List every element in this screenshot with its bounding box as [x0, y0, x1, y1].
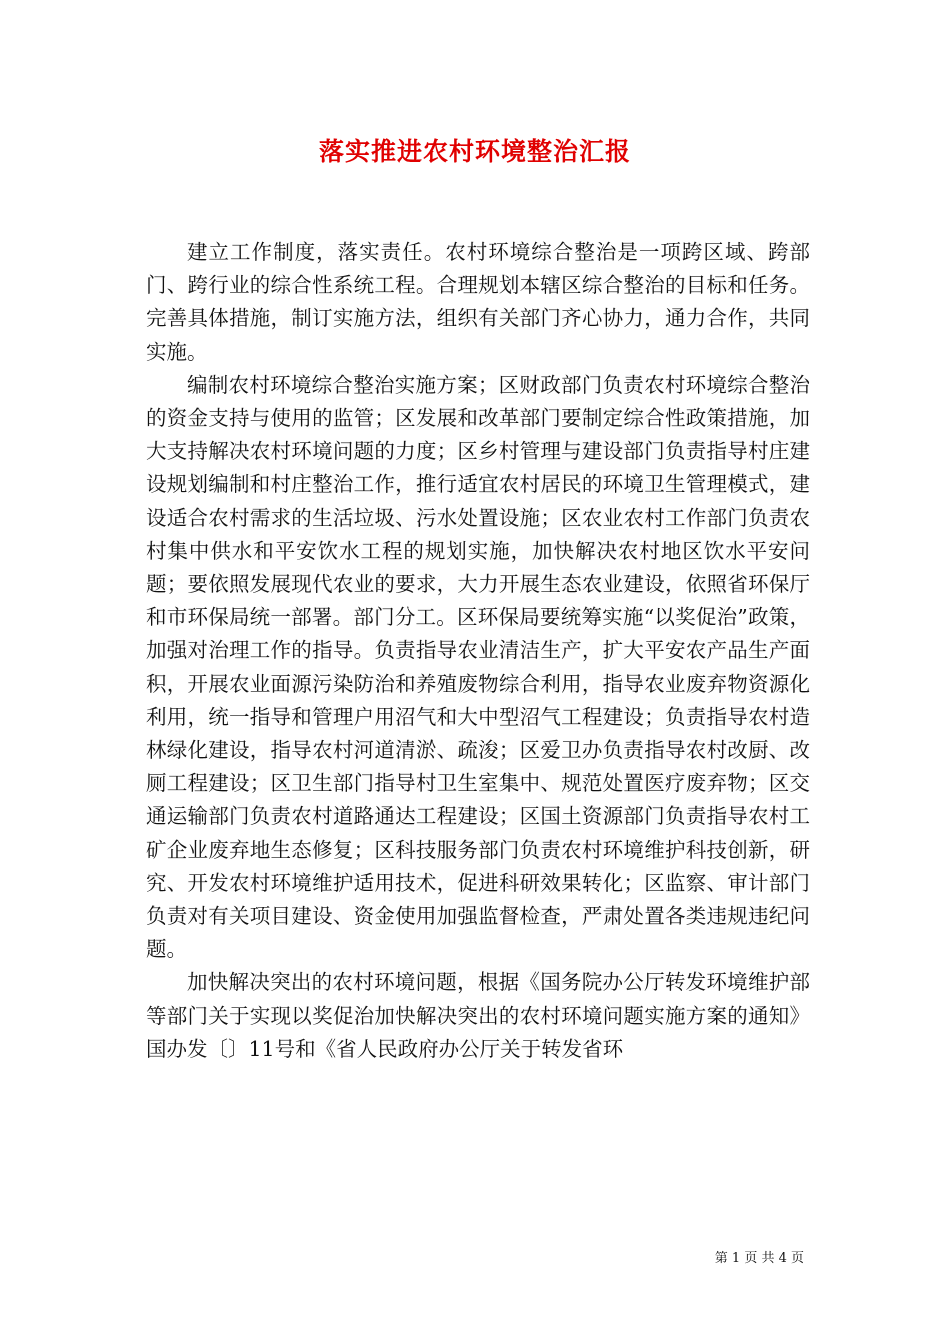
document-body: [146, 236, 810, 1066]
page-title: 落实推进农村环境整治汇报: [318, 137, 631, 166]
paragraph-1: 建立工作制度，落实责任。农村环境综合整治是一项跨区域、跨部门、跨行业的综合性系统工程。合理规划本辖区综合整治的目标和任务。完善具体措施，制订实施方法，组织有关部门齐心协力，通力合作，共同实施。: [146, 240, 810, 364]
paragraph-3: 加快解决突出的农村环境问题，根据《国务院办公厅转发环境维护部等部门关于实现以奖促治加快解决突出的农村环境问题实施方案的通知》国办发〔〕11号和《省人民政府办公厅关于转发省环: [146, 970, 810, 1061]
page-number: 第 1 页 共 4 页: [714, 1251, 804, 1266]
paragraph-2: 编制农村环境综合整治实施方案；区财政部门负责农村环境综合整治的资金支持与使用的监管；区发展和改革部门要制定综合性政策措施，加大支持解决农村环境问题的力度；区乡村管理与建设部门负责指导村庄建设规划编制和村庄整治工作，推行适宜农村居民的环境卫生管理模式，建设适合农村需求的生活垃圾、污水处置设施；区农业农村工作部门负责农村集中供水和平安饮水工程的规划实施，加快解决农村地区饮水平安问题；要依照发展现代农业的要求，大力开展生态农业建设，依照省环保厅和市环保局统一部署。部门分工。区环保局要统筹实施“以奖促治”政策，加强对治理工作的指导。负责指导农业清洁生产，扩大平安农产品生产面积，开展农业面源污染防治和养殖废物综合利用，指导农业废弃物资源化利用，统一指导和管理户用沼气和大中型沼气工程建设；负责指导农村造林绿化建设，指导农村河道清淤、疏浚；区爱卫办负责指导农村改厨、改厕工程建设；区卫生部门指导村卫生室集中、规范处置医疗废弃物；区交通运输部门负责农村道路通达工程建设；区国土资源部门负责指导农村工矿企业废弃地生态修复；区科技服务部门负责农村环境维护科技创新，研究、开发农村环境维护适用技术，促进科研效果转化；区监察、审计部门负责对有关项目建设、资金使用加强监督检查，严肃处置各类违规违纪问题。: [146, 372, 810, 962]
